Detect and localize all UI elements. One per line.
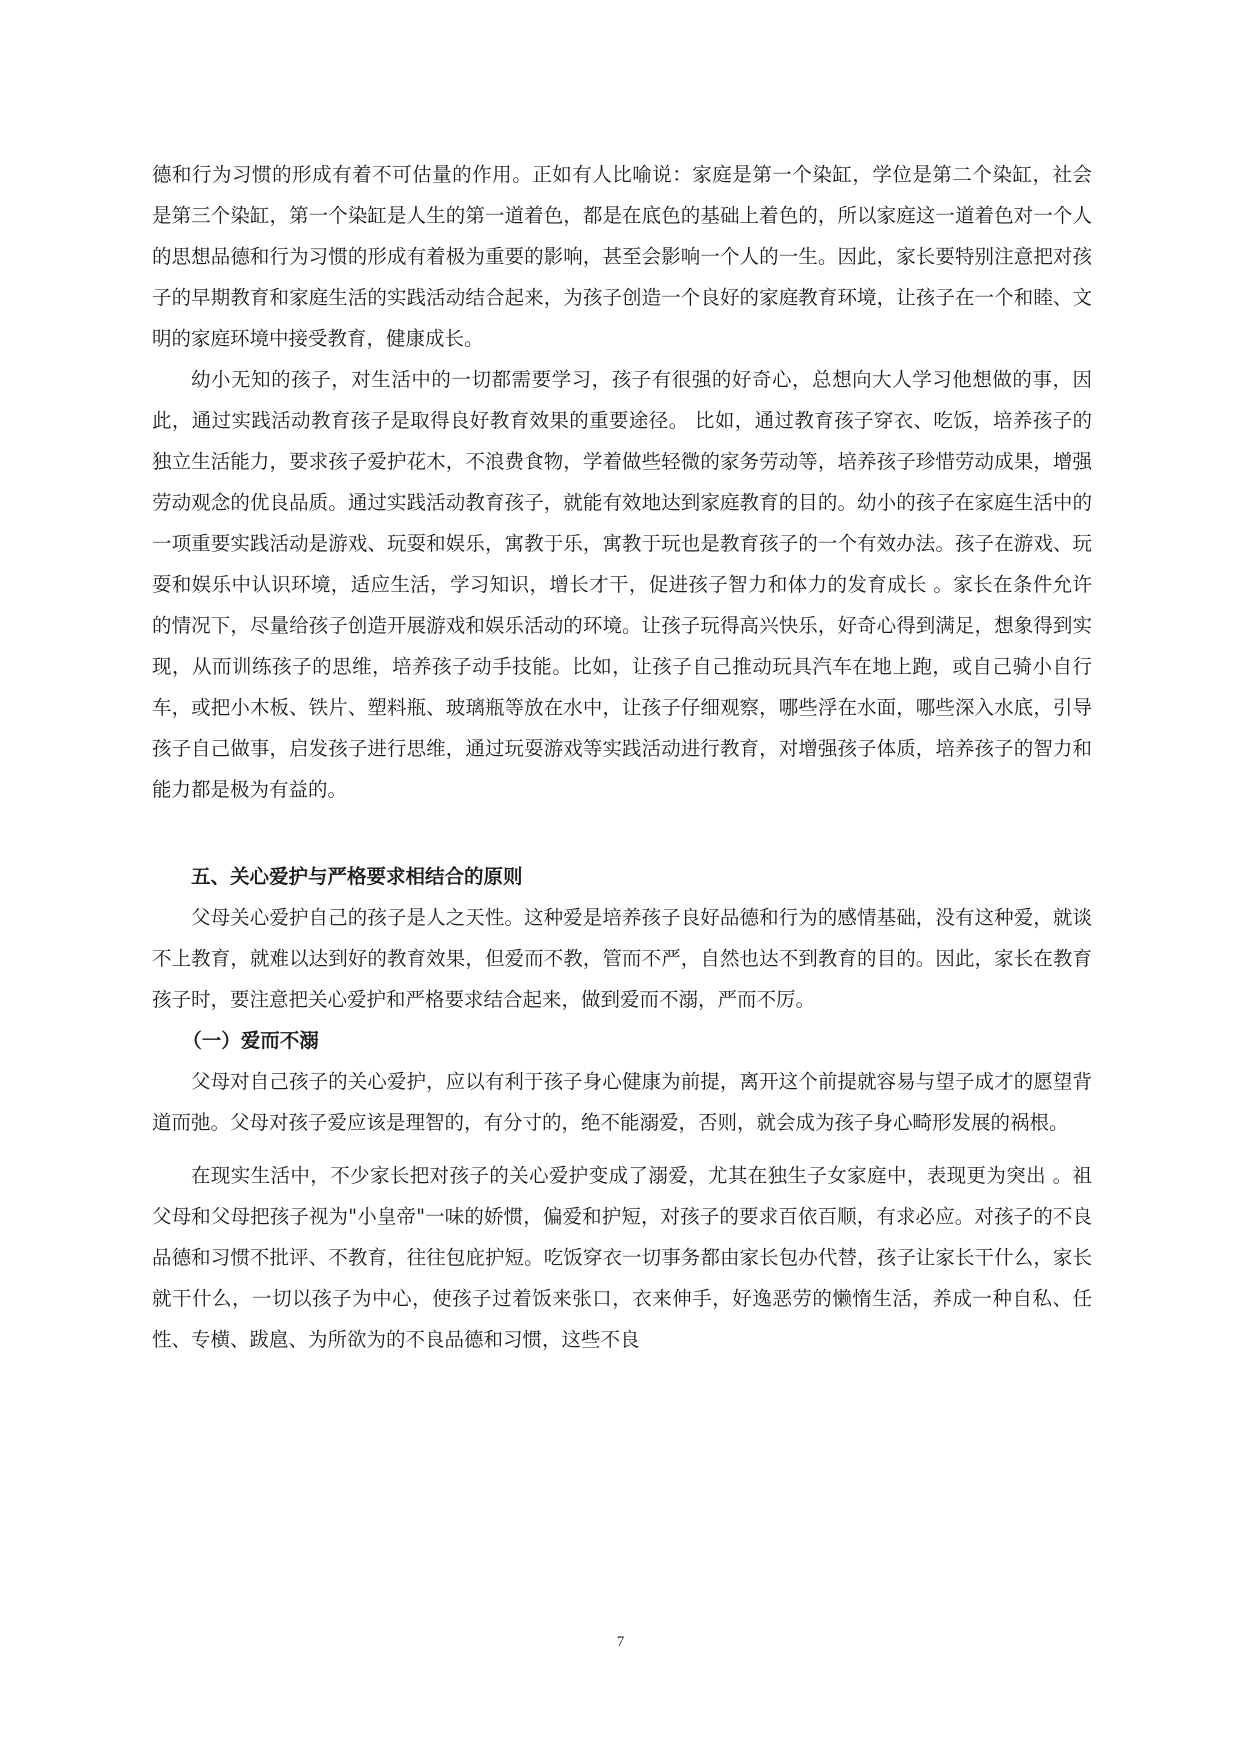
paragraph-spacer	[152, 1143, 1092, 1155]
subsection-paragraph-2: 在现实生活中，不少家长把对孩子的关心爱护变成了溺爱，尤其在独生子女家庭中，表现更为突出 。祖父母和父母把孩子视为"小皇帝"一味的娇惯，偏爱和护短，对孩子的要求百依百顺，有求必应。对孩子的不良品德和习惯不批评、不教育，往往包庇护短。吃饭穿衣一切事务都由家长包办代替，孩子让家长干什么，家长就干什么，一切以孩子为中心，使孩子过着饭来张口，衣来伸手，好逸恶劳的懒惰生活，养成一种自私、任性、专横、跋扈、为所欲为的不良品德和习惯，这些不良	[152, 1164, 1092, 1351]
section-intro-paragraph: 父母关心爱护自己的孩子是人之天性。这种爱是培养孩子良好品德和行为的感情基础，没有这种爱，就谈不上教育，就难以达到好的教育效果，但爱而不教，管而不严，自然也达不到教育的目的。因此，家长在教育孩子时，要注意把关心爱护和严格要求结合起来，做到爱而不溺，严而不厉。	[152, 906, 1092, 1011]
subsection-paragraph-1: 父母对自己孩子的关心爱护，应以有利于孩子身心健康为前提，离开这个前提就容易与望子成才的愿望背道而弛。父母对孩子爱应该是理智的，有分寸的，绝不能溺爱，否则，就会成为孩子身心畸形发展的祸根。	[152, 1070, 1092, 1134]
body-paragraph-practice: 幼小无知的孩子，对生活中的一切都需要学习，孩子有很强的好奇心，总想向大人学习他想做的事，因此，通过实践活动教育孩子是取得良好教育效果的重要途径。 比如，通过教育孩子穿衣、吃饭，培养孩子的独立生活能力，要求孩子爱护花木，不浪费食物，学着做些轻微的家务劳动等，培养孩子珍惜劳动成果，增强劳动观念的优良品质。通过实践活动教育孩子，就能有效地达到家庭教育的目的。幼小的孩子在家庭生活中的一项重要实践活动是游戏、玩耍和娱乐，寓教于乐，寓教于玩也是教育孩子的一个有效办法。孩子在游戏、玩耍和娱乐中认识环境，适应生活，学习知识，增长才干，促进孩子智力和体力的发育成长 。家长在条件允许的情况下，尽量给孩子创造开展游戏和娱乐活动的环境。让孩子玩得高兴快乐，好奇心得到满足，想象得到实现，从而训练孩子的思维，培养孩子动手技能。比如，让孩子自己推动玩具汽车在地上跑，或自己骑小自行车，或把小木板、铁片、塑料瓶、玻璃瓶等放在水中，让孩子仔细观察，哪些浮在水面，哪些深入水底，引导孩子自己做事，启发孩子进行思维，通过玩耍游戏等实践活动进行教育，对增强孩子体质，培养孩子的智力和能力都是极为有益的。	[152, 368, 1092, 801]
page-number: 7	[616, 1634, 625, 1650]
section-spacer	[152, 810, 1092, 856]
document-page	[152, 154, 1092, 1360]
section-heading: 五、关心爱护与严格要求相结合的原则	[191, 865, 523, 888]
body-paragraph-continuation: 德和行为习惯的形成有着不可估量的作用。正如有人比喻说：家庭是第一个染缸，学位是第二个染缸，社会 是第三个染缸，第一个染缸是人生的第一道着色，都是在底色的基础上着色的，所以家庭这一道着色对一个人的思想品德和行为习惯的形成有着极为重要的影响，甚至会影响一个人的一生。因此，家长要特别注意把对孩子的早期教育和家庭生活的实践活动结合起来，为孩子创造一个良好的家庭教育环境，让孩子在一个和睦、文明的家庭环境中接受教育，健康成长。	[152, 163, 1092, 350]
subsection-heading: （一）爱而不溺	[182, 1029, 319, 1052]
